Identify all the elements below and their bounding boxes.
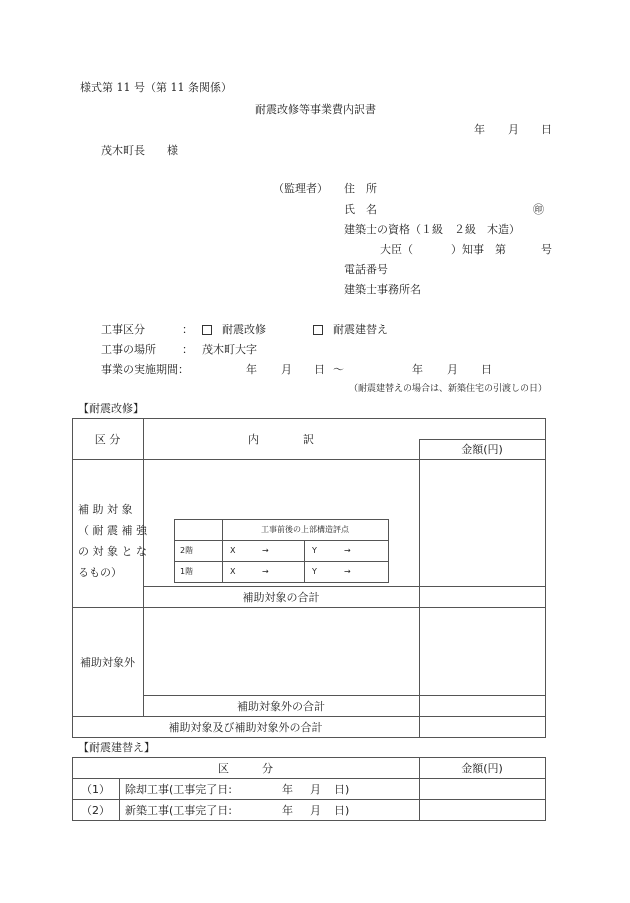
new-construction-day: 日) [334,804,350,817]
col-breakdown-header: 内 訳 [248,433,314,446]
date-month-label: 月 [508,123,519,136]
demolition-year: 年 [282,783,293,796]
location-value: 茂木町大字 [202,343,257,356]
retrofit-section-title: 【耐震改修】 [78,402,144,415]
category-label: 工事区分 [101,323,145,336]
seal-icon: ㊞ [533,203,544,216]
floor-1-label: 1階 [180,567,194,576]
floor-1-x-label: X [230,567,236,576]
supervisor-role-label: （監理者） [273,182,328,195]
form-number: 様式第 11 号（第 11 条関係） [80,81,232,94]
grand-total-label: 補助対象及び補助対象外の合計 [168,721,323,734]
demolition-month: 月 [310,783,321,796]
period-start-month: 月 [281,363,292,376]
license-governor-label: ）知事 第 [451,243,506,256]
subsidized-total-amount[interactable] [420,587,545,607]
period-start-year: 年 [246,363,257,376]
grand-total-amount[interactable] [420,717,545,737]
period-note: （耐震建替えの場合は、新築住宅の引渡しの日） [349,384,548,394]
period-label: 事業の実施期間： [101,363,189,376]
addressee: 茂木町長 [101,144,145,157]
retrofit-option-label: 耐震改修 [222,323,266,336]
period-separator: 〜 [333,363,344,376]
rebuild-section-title: 【耐震建替え】 [78,741,155,754]
new-construction-label: 新築工事(工事完了日: [125,804,232,817]
non-subsidized-amount-cell[interactable] [420,608,545,695]
col-amount-header: 金額(円) [461,443,503,456]
location-label: 工事の場所 [101,343,156,356]
rebuild-col-amount-header: 金額(円) [461,762,503,775]
name-label: 氏 名 [344,203,377,216]
date-year-label: 年 [474,123,485,136]
rebuild-col-category-header: 区 分 [218,762,273,775]
row-number: （2） [81,804,110,817]
col-category-header: 区 分 [94,433,121,446]
page-title: 耐震改修等事業費内訳書 [255,103,376,116]
period-start-day: 日 [314,363,325,376]
period-end-month: 月 [447,363,458,376]
option-retrofit[interactable] [202,324,266,335]
floor-1-y-label: Y [312,567,317,576]
new-construction-month: 月 [310,804,321,817]
non-subsidized-total-label: 補助対象外の合計 [237,700,325,713]
rebuild-checkbox[interactable] [313,325,323,335]
demolition-label: 除却工事(工事完了日: [125,783,232,796]
phone-label: 電話番号 [344,263,388,276]
subsidized-category-label: 補 助 対 象 （ 耐 震 補 強 の 対 象 と な るもの） [78,503,147,579]
subsidized-amount-cell[interactable] [420,460,545,586]
floor-2-x-arrow: → [262,546,269,555]
floor-2-x-label: X [230,546,236,555]
floor-1-y-arrow: → [344,567,351,576]
new-construction-year: 年 [282,804,293,817]
option-rebuild[interactable] [313,324,388,335]
period-end-year: 年 [412,363,423,376]
demolition-amount-cell[interactable] [420,779,545,799]
license-number-suffix: 号 [541,243,552,256]
floor-2-y-arrow: → [344,546,351,555]
subsidized-total-label: 補助対象の合計 [242,591,320,604]
new-construction-amount-cell[interactable] [420,800,545,820]
floor-2-y-label: Y [312,546,317,555]
non-subsidized-breakdown-cell[interactable] [144,608,419,695]
score-table-header: 工事前後の上部構造評点 [261,525,349,534]
floor-2-label: 2階 [180,546,194,555]
row-number: （1） [81,783,110,796]
qualification-label: 建築士の資格（１級 ２級 木造） [344,223,520,236]
category-colon: ： [182,323,193,336]
location-colon: ： [182,343,193,356]
honorific: 様 [167,144,178,157]
office-label: 建築士事務所名 [344,283,421,296]
demolition-day: 日) [334,783,350,796]
non-subsidized-total-amount[interactable] [420,696,545,716]
rebuild-option-label: 耐震建替え [333,323,388,336]
floor-1-x-arrow: → [262,567,269,576]
address-label: 住 所 [344,182,377,195]
period-end-day: 日 [481,363,492,376]
date-day-label: 日 [541,123,552,136]
retrofit-checkbox[interactable] [202,325,212,335]
non-subsidized-category-label: 補助対象外 [80,656,135,669]
license-minister-label: 大臣（ [380,243,413,256]
